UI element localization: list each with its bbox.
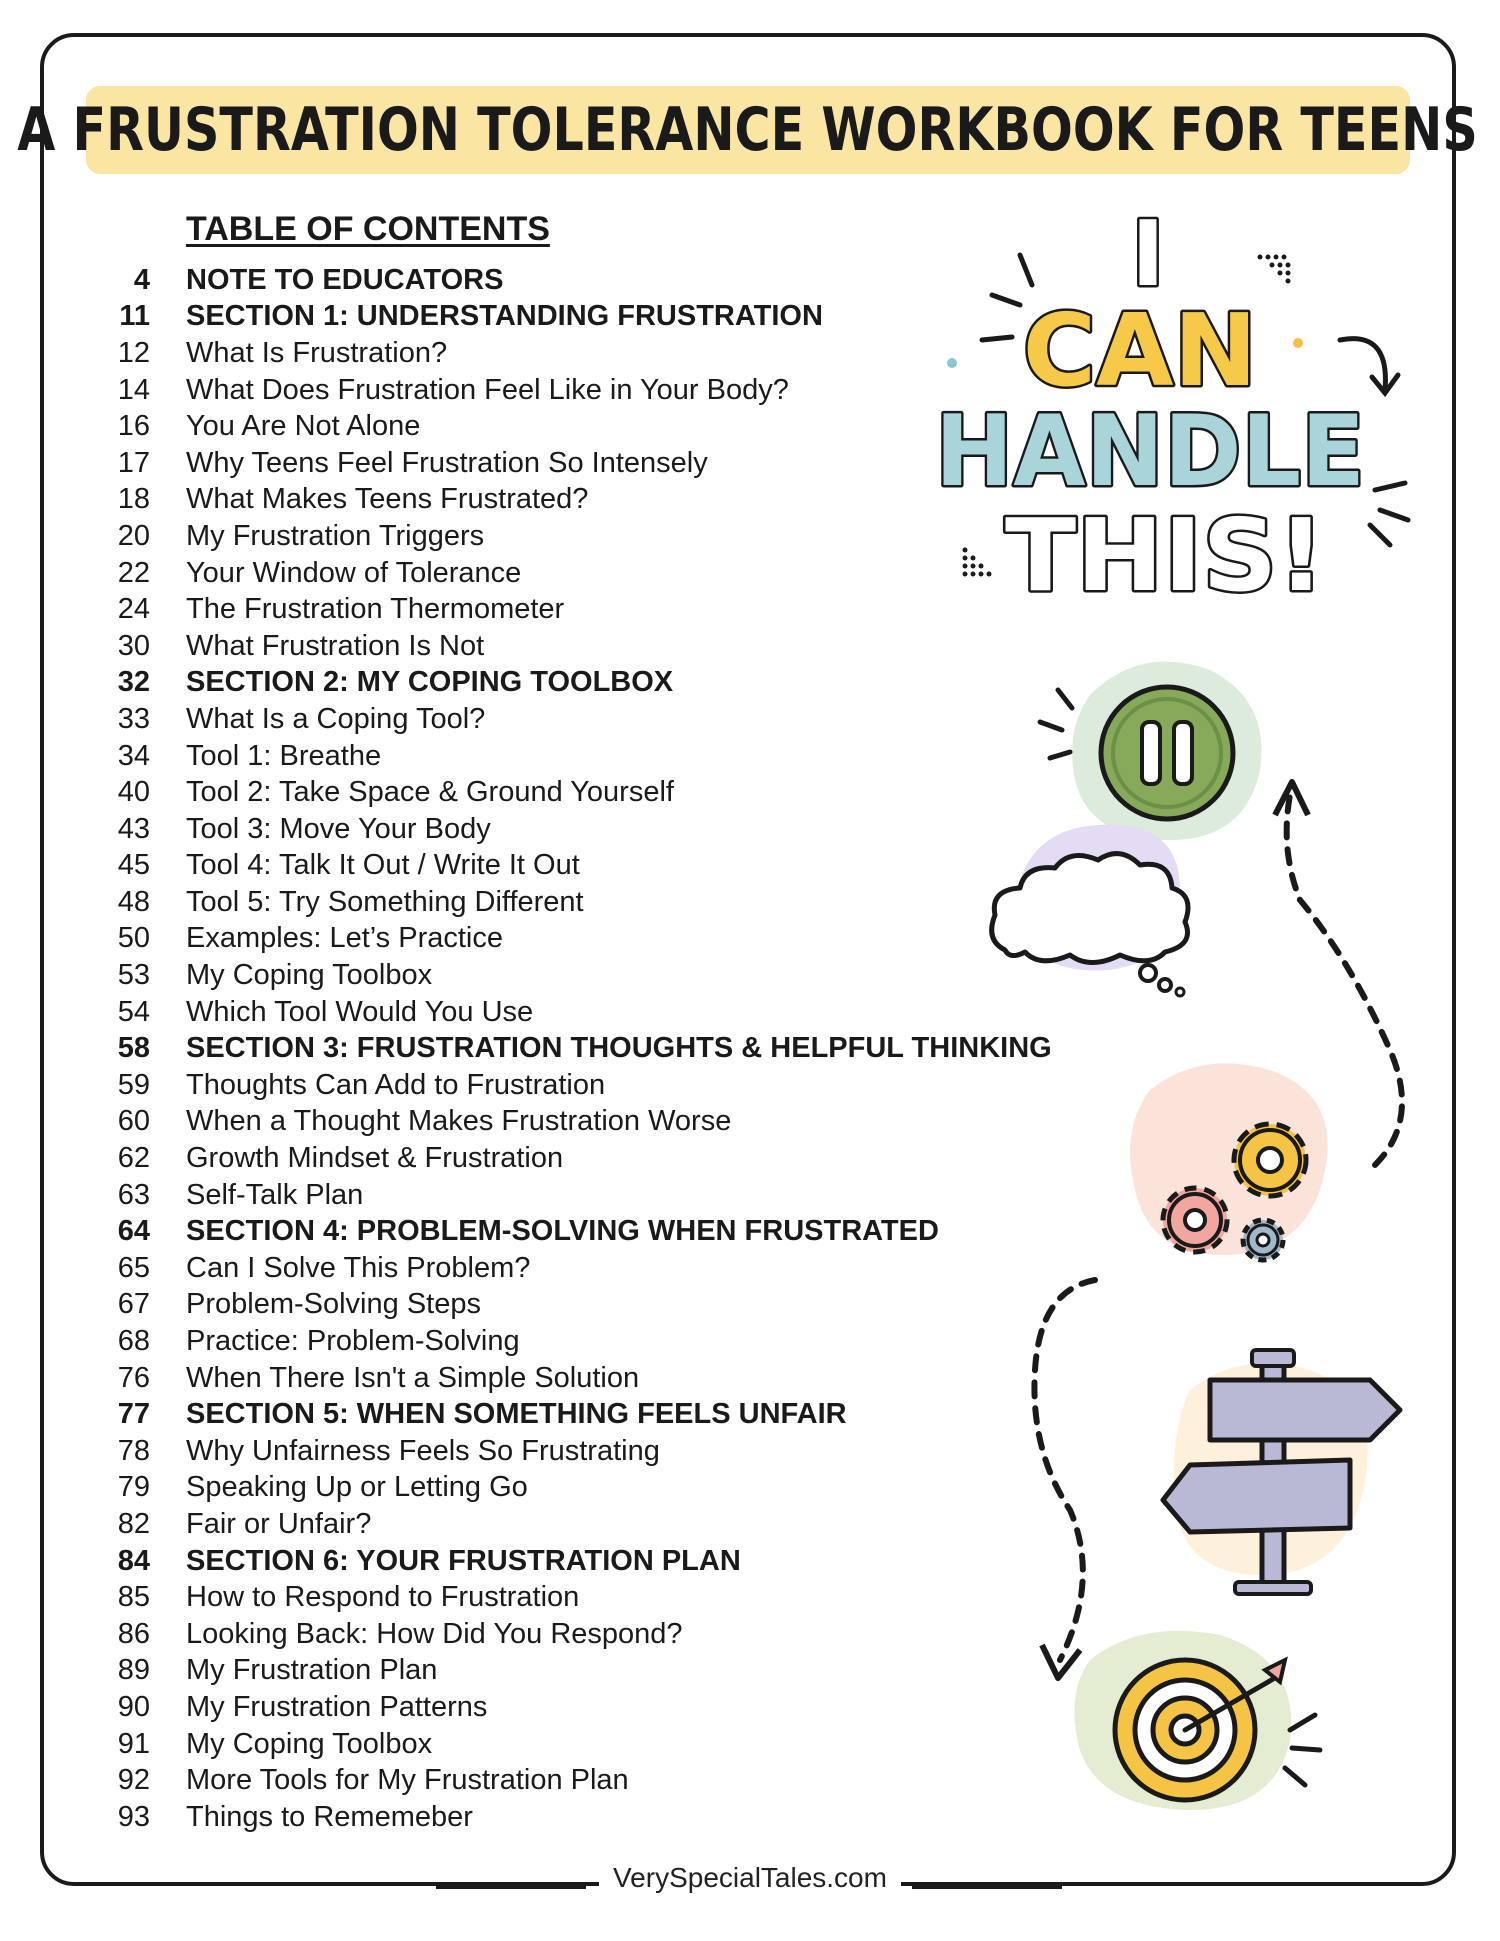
toc-entry-label: SECTION 2: MY COPING TOOLBOX	[186, 666, 674, 699]
toc-page-number: 50	[117, 922, 150, 955]
toc-page-number: 89	[117, 1654, 150, 1687]
toc-entry-label: Speaking Up or Letting Go	[186, 1471, 528, 1504]
toc-page-number: 60	[117, 1105, 150, 1138]
slogan-this: THIS!	[1005, 497, 1325, 614]
footer-website: VerySpecialTales.com	[599, 1862, 901, 1893]
toc-entry-label: Practice: Problem-Solving	[186, 1325, 520, 1358]
toc-entry-label: Things to Rememeber	[186, 1800, 473, 1833]
toc-page-number: 17	[117, 446, 150, 479]
toc-page-number: 62	[117, 1142, 150, 1175]
toc-page-number: 79	[117, 1471, 150, 1504]
toc-entry-label: Examples: Let’s Practice	[186, 922, 503, 955]
toc-entry-label: Tool 2: Take Space & Ground Yourself	[186, 776, 674, 809]
toc-entry-label: SECTION 4: PROBLEM-SOLVING WHEN FRUSTRATED	[186, 1215, 939, 1248]
thought-cloud-icon	[992, 825, 1188, 996]
gears-icon	[1130, 1063, 1328, 1260]
toc-page-number: 34	[117, 739, 150, 772]
title-banner	[17, 86, 1479, 174]
toc-page-number: 76	[117, 1361, 150, 1394]
toc-entry-label: NOTE TO EDUCATORS	[186, 263, 504, 296]
slogan-can: CAN	[1022, 292, 1258, 409]
toc-entry-label: My Coping Toolbox	[186, 1727, 433, 1760]
toc-page-number: 40	[117, 776, 150, 809]
toc-entry-label: SECTION 5: WHEN SOMETHING FEELS UNFAIR	[186, 1398, 847, 1431]
toc-entry-label: Your Window of Tolerance	[186, 556, 522, 589]
toc-page-number: 68	[117, 1325, 150, 1358]
toc-page-number: 92	[117, 1764, 150, 1797]
toc-entry-label: Problem-Solving Steps	[186, 1288, 481, 1321]
toc-page-number: 48	[117, 885, 150, 918]
toc-page-number: 77	[117, 1398, 150, 1431]
toc-entry-label: You Are Not Alone	[186, 410, 421, 443]
toc-page-number: 90	[117, 1690, 150, 1723]
page-title: A FRUSTRATION TOLERANCE WORKBOOK FOR TEENS	[17, 95, 1479, 165]
toc-page-number: 53	[117, 959, 150, 992]
toc-entry-label: Tool 4: Talk It Out / Write It Out	[186, 849, 580, 882]
toc-heading: TABLE OF CONTENTS	[186, 210, 550, 248]
toc-page-number: 58	[117, 1032, 150, 1065]
toc-entry-label: Why Teens Feel Frustration So Intensely	[186, 446, 708, 479]
toc-page-number: 67	[117, 1288, 150, 1321]
toc-entry-label: My Frustration Plan	[186, 1654, 438, 1687]
toc-page-number: 14	[117, 373, 150, 406]
toc-page-number: 11	[119, 300, 150, 333]
toc-entry-label: SECTION 3: FRUSTRATION THOUGHTS & HELPFUL THINKING	[186, 1032, 1052, 1065]
slogan-i: I	[1131, 205, 1165, 307]
toc-page-number: 4	[133, 263, 150, 296]
toc-page-number: 22	[117, 556, 150, 589]
toc-page-number: 91	[117, 1727, 150, 1760]
toc-page-number: 86	[117, 1617, 150, 1650]
toc-page-number: 65	[117, 1251, 150, 1284]
toc-entry-label: Growth Mindset & Frustration	[186, 1142, 564, 1175]
footer	[0, 1862, 1500, 1894]
toc-entry-label: My Frustration Patterns	[186, 1690, 488, 1723]
toc-entry-label: Can I Solve This Problem?	[186, 1251, 531, 1284]
toc-entry-label: SECTION 1: UNDERSTANDING FRUSTRATION	[186, 300, 823, 333]
toc-entry-label: Tool 1: Breathe	[186, 739, 382, 772]
toc-entry-label: Tool 5: Try Something Different	[186, 885, 584, 918]
toc-page-number: 64	[117, 1215, 150, 1248]
toc-page-number: 93	[117, 1800, 150, 1833]
toc-page-number: 16	[117, 410, 150, 443]
slogan-art	[920, 205, 1420, 615]
toc-entry-label: Looking Back: How Did You Respond?	[186, 1617, 683, 1650]
toc-entry-label: Why Unfairness Feels So Frustrating	[186, 1434, 660, 1467]
toc-page-number: 20	[117, 519, 150, 552]
toc-entry-label: Self-Talk Plan	[186, 1178, 364, 1211]
toc-page-number: 54	[117, 995, 150, 1028]
toc-entry-label: When There Isn't a Simple Solution	[186, 1361, 640, 1394]
toc-page-number: 82	[117, 1507, 150, 1540]
toc-page-number: 85	[117, 1581, 150, 1614]
toc-entry-label: What Makes Teens Frustrated?	[186, 483, 589, 516]
toc-entry-label: Fair or Unfair?	[186, 1507, 372, 1540]
pause-button-icon	[1040, 662, 1261, 840]
dashed-path-lower	[1034, 1280, 1095, 1660]
toc-entry-label: The Frustration Thermometer	[186, 593, 565, 626]
toc-entry-label: My Frustration Triggers	[186, 519, 485, 552]
toc-page-number: 63	[117, 1178, 150, 1211]
toc-entry-label: What Is a Coping Tool?	[186, 702, 486, 735]
toc-page-number: 59	[117, 1068, 150, 1101]
toc-entry-label: What Is Frustration?	[186, 336, 448, 369]
target-icon	[1074, 1631, 1320, 1810]
toc-entry-label: What Does Frustration Feel Like in Your Body?	[186, 373, 789, 406]
signpost-icon	[1163, 1350, 1400, 1594]
toc-page-number: 45	[117, 849, 150, 882]
toc-entry-label: Which Tool Would You Use	[186, 995, 534, 1028]
toc-entry-label: When a Thought Makes Frustration Worse	[186, 1105, 732, 1138]
toc-page-number: 18	[117, 483, 150, 516]
toc-page-number: 43	[117, 812, 150, 845]
toc-entry-label: How to Respond to Frustration	[186, 1581, 580, 1614]
toc-page-number: 84	[117, 1544, 150, 1577]
toc-page-number: 30	[117, 629, 150, 662]
toc-entry-label: What Frustration Is Not	[186, 629, 485, 662]
slogan-handle: HANDLE	[935, 395, 1365, 509]
toc-page-number: 24	[117, 593, 150, 626]
toc-entry-label: Tool 3: Move Your Body	[186, 812, 491, 845]
toc-page-number: 12	[117, 336, 150, 369]
toc-page-number: 33	[117, 702, 150, 735]
toc-page-number: 78	[117, 1434, 150, 1467]
toc-entry-label: SECTION 6: YOUR FRUSTRATION PLAN	[186, 1544, 741, 1577]
toc-page-number: 32	[117, 666, 150, 699]
toc-entry-label: More Tools for My Frustration Plan	[186, 1764, 629, 1797]
illustration-column	[980, 650, 1420, 1810]
toc-entry-label: My Coping Toolbox	[186, 959, 433, 992]
toc-entry-label: Thoughts Can Add to Frustration	[186, 1068, 606, 1101]
